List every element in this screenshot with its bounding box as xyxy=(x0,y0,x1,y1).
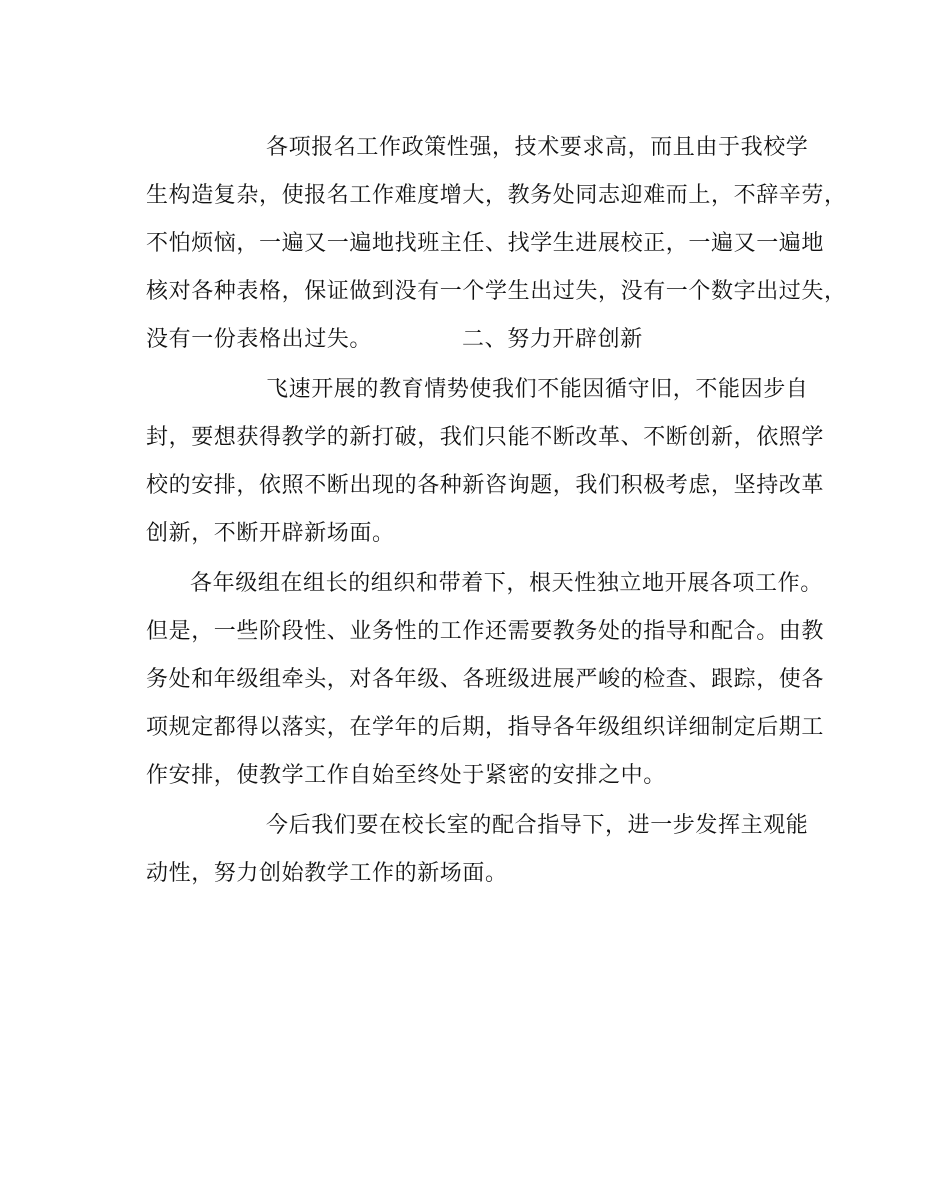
text-line: 核对各种表格，保证做到没有一个学生出过失，没有一个数字出过失， xyxy=(146,279,847,304)
text-line: 动性，努力创始教学工作的新场面。 xyxy=(146,861,508,886)
text-line: 创新，不断开辟新场面。 xyxy=(146,521,395,546)
text-line: 校的安排，依照不断出现的各种新咨询题，我们积极考虑，坚持改革 xyxy=(146,473,825,498)
text-line: 各项报名工作政策性强，技术要求高，而且由于我校学 xyxy=(266,135,809,160)
text-line: 项规定都得以落实，在学年的后期，指导各年级组织详细制定后期工 xyxy=(146,715,825,740)
text-line: 务处和年级组牵头，对各年级、各班级进展严峻的检查、跟踪，使各 xyxy=(146,667,825,692)
text-line: 但是，一些阶段性、业务性的工作还需要教务处的指导和配合。由教 xyxy=(146,619,825,644)
text-line: 生构造复杂，使报名工作难度增大，教务处同志迎难而上，不辞辛劳， xyxy=(146,183,847,208)
text-line: 飞速开展的教育情势使我们不能因循守旧，不能因步自 xyxy=(266,377,809,402)
text-line: 不怕烦恼，一遍又一遍地找班主任、找学生进展校正，一遍又一遍地 xyxy=(146,231,825,256)
text-line: 今后我们要在校长室的配合指导下，进一步发挥主观能 xyxy=(266,813,809,838)
text-line: 封，要想获得教学的新打破，我们只能不断改革、不断创新，依照学 xyxy=(146,425,825,450)
text-line-with-heading xyxy=(146,320,816,360)
text-line: 作安排，使教学工作自始至终处于紧密的安排之中。 xyxy=(146,763,666,788)
text-line: 没有一份表格出过失。 xyxy=(146,327,373,352)
text-line: 各年级组在组长的组织和带着下，根天性独立地开展各项工作。 xyxy=(190,571,823,596)
section-heading: 二、努力开辟创新 xyxy=(462,327,643,352)
